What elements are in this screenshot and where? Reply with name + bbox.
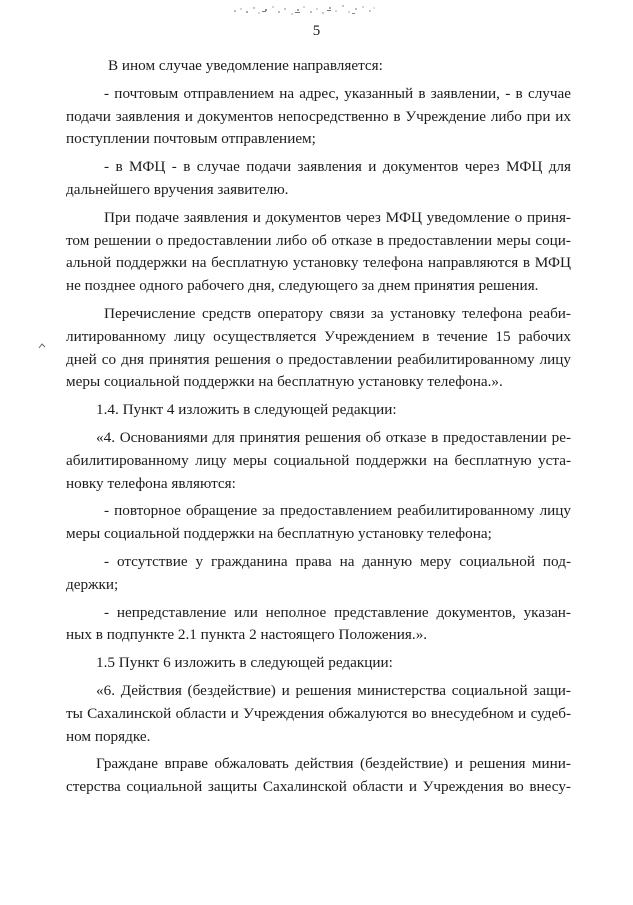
- text-line: Перечисление средств оператору связи за установку телефона реаби-: [104, 304, 571, 322]
- text-line: дальнейшего вручения заявителю.: [66, 180, 289, 198]
- text-line: меры социальной поддержки на бесплатную установку телефона;: [66, 525, 492, 543]
- text-line: «6. Действия (бездействие) и решения министерства социальной защи-: [96, 681, 571, 699]
- text-line: новку телефона являются:: [66, 474, 236, 492]
- text-line: держки;: [66, 575, 119, 593]
- text-line: - в МФЦ - в случае подачи заявления и документов через МФЦ для: [104, 158, 571, 176]
- paragraph-refusal-no-right: [66, 551, 571, 597]
- text-line: - непредставление или неполное представление документов, указан-: [104, 603, 571, 621]
- text-line: Граждане вправе обжаловать действия (бездействие) и решения мини-: [96, 755, 571, 773]
- paragraph-funds-transfer: [66, 303, 571, 394]
- text-line: 1.5 Пункт 6 изложить в следующей редакции:: [96, 654, 393, 672]
- text-line: ном порядке.: [66, 727, 151, 745]
- text-line: 1.4. Пункт 4 изложить в следующей редакции:: [96, 401, 397, 419]
- text-line: альной поддержки на бесплатную установку телефона направляются в МФЦ: [66, 254, 571, 272]
- text-line: стерства социальной защиты Сахалинской области и Учреждения во внесу-: [66, 778, 571, 796]
- text-line: дней со дня принятия решения о предоставлении реабилитированному лицу: [66, 350, 571, 368]
- paragraph-clause-1-5: [66, 652, 571, 675]
- text-line: абилитированному лицу меры социальной поддержки на бесплатную уста-: [66, 451, 571, 469]
- paragraph-mfc-decision-notice: [66, 207, 571, 298]
- text-line: подачи заявления и документов непосредственно в Учреждение либо при их: [66, 107, 571, 125]
- text-line: - почтовым отправлением на адрес, указанный в заявлении, - в случае: [104, 84, 571, 102]
- text-line: «4. Основаниями для принятия решения об отказе в предоставлении ре-: [96, 428, 571, 446]
- paragraph-citizens-right-to-appeal: [66, 753, 571, 799]
- paragraph-notice-other-case: [66, 55, 571, 78]
- text-line: В ином случае уведомление направляется:: [108, 57, 383, 74]
- text-line: ных в подпункте 2.1 пункта 2 настоящего Положения.».: [66, 626, 428, 644]
- scan-noise-specks: [232, 2, 377, 18]
- document-body: [66, 55, 571, 799]
- text-line: том решении о предоставлении либо об отказе в предоставлении меры соци-: [66, 231, 571, 249]
- text-line: меры социальной поддержки на бесплатную установку телефона.».: [66, 373, 503, 391]
- paragraph-grounds-for-refusal: [66, 427, 571, 495]
- text-line: - отсутствие у гражданина права на данную меру социальной под-: [104, 552, 571, 570]
- margin-mark: [38, 342, 46, 350]
- text-line: литированному лицу осуществляется Учреждением в течение 15 рабочих: [66, 327, 571, 345]
- paragraph-refusal-repeat-request: [66, 500, 571, 546]
- paragraph-notice-via-mfc: [66, 156, 571, 202]
- paragraph-notice-by-post: [66, 83, 571, 151]
- paragraph-clause-1-4: [66, 399, 571, 422]
- paragraph-refusal-missing-documents: [66, 602, 571, 648]
- page-number: 5: [312, 23, 321, 39]
- paragraph-appeal-procedure: [66, 680, 571, 748]
- text-line: не позднее одного рабочего дня, следующего за днем принятия решения.: [66, 277, 539, 295]
- text-line: При подаче заявления и документов через МФЦ уведомление о приня-: [104, 208, 571, 226]
- text-line: - повторное обращение за предоставлением реабилитированному лицу: [104, 502, 571, 520]
- text-line: ты Сахалинской области и Учреждения обжалуются во внесудебном и судеб-: [66, 704, 571, 722]
- text-line: поступлении почтовым отправлением;: [66, 130, 316, 148]
